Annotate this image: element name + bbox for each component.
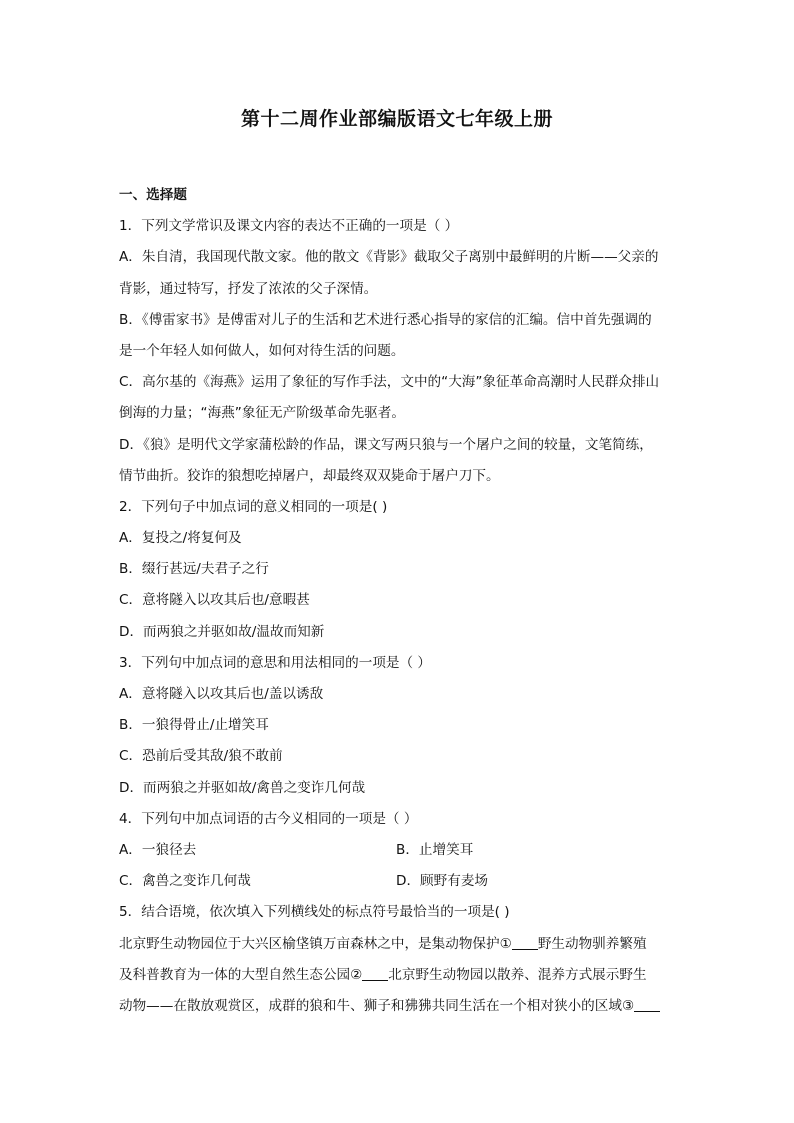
question-list bbox=[119, 180, 679, 1022]
passage-text: 动物——在散放观赏区，成群的狼和牛、狮子和狒狒共同生活在一个相对狭小的区域 bbox=[119, 997, 622, 1014]
page-title: 第十二周作业部编版语文七年级上册 bbox=[240, 108, 553, 130]
question-1-option-a-cont: 背影，通过特写，抒发了浓浓的父子深情。 bbox=[119, 280, 378, 297]
question-3-option-c: C．恐前后受其敌/狼不敢前 bbox=[119, 748, 283, 765]
question-2-option-b: B．缀行甚远/夫君子之行 bbox=[119, 561, 269, 578]
question-3-option-a: A．意将隧入以攻其后也/盖以诱敌 bbox=[119, 686, 324, 702]
question-2-option-d: D．而两狼之并驱如故/温故而知新 bbox=[119, 623, 325, 640]
passage-text: 北京野生动物园以散养、混养方式展示野生 bbox=[388, 966, 647, 983]
question-1-option-c: C．高尔基的《海燕》运用了象征的写作手法，文中的“大海”象征革命高潮时人民群众排山 bbox=[119, 374, 660, 391]
passage-text: 北京野生动物园位于大兴区榆垡镇万亩森林之中，是集动物保护 bbox=[119, 935, 500, 952]
question-2-option-a: A．复投之/将复何及 bbox=[119, 530, 242, 547]
question-4 bbox=[119, 804, 679, 898]
section-heading: 一、选择题 bbox=[119, 187, 187, 203]
question-2 bbox=[119, 492, 679, 648]
question-4-options-row-2 bbox=[119, 866, 679, 897]
blank-marker-3: ③ bbox=[621, 997, 635, 1014]
question-2-option-c: C．意将隧入以攻其后也/意暇甚 bbox=[119, 592, 310, 609]
question-1-option-a: A．朱自清，我国现代散文家。他的散文《背影》截取父子离别中最鲜明的片断——父亲的 bbox=[119, 249, 659, 266]
question-1-option-d: D．《狼》是明代文学家蒲松龄的作品，课文写两只狼与一个屠户之间的较量，文笔简练， bbox=[119, 436, 653, 453]
question-4-options-row-1 bbox=[119, 835, 679, 866]
question-3-option-b: B．一狼得骨止/止增笑耳 bbox=[119, 717, 269, 734]
question-3-option-d: D．而两狼之并驱如故/禽兽之变诈几何哉 bbox=[119, 779, 366, 796]
fill-blank-2 bbox=[362, 966, 388, 981]
fill-blank-3 bbox=[634, 997, 660, 1012]
question-4-option-b: B．止增笑耳 bbox=[396, 841, 474, 858]
passage-text: 野生动物驯养繁殖 bbox=[537, 935, 647, 952]
question-1-option-c-cont: 倒海的力量；“海燕”象征无产阶级革命先驱者。 bbox=[119, 405, 405, 422]
question-5-passage-line-1 bbox=[119, 929, 679, 960]
question-4-option-d: D．顾野有麦场 bbox=[396, 873, 489, 890]
passage-text: 及科普教育为一体的大型自然生态公园 bbox=[119, 966, 351, 983]
question-4-option-c: C．禽兽之变诈几何哉 bbox=[119, 873, 251, 890]
question-1-stem: 1．下列文学常识及课文内容的表达不正确的一项是（ ） bbox=[119, 218, 459, 235]
question-5-passage-line-3 bbox=[119, 991, 679, 1022]
question-1-option-b: B．《傅雷家书》是傅雷对儿子的生活和艺术进行悉心指导的家信的汇编。信中首先强调的 bbox=[119, 311, 652, 328]
question-5-passage-line-2 bbox=[119, 960, 679, 991]
question-3-stem: 3．下列句中加点词的意思和用法相同的一项是（ ） bbox=[119, 654, 432, 671]
question-3 bbox=[119, 648, 679, 804]
question-5-stem: 5．结合语境，依次填入下列横线处的标点符号最恰当的一项是( ) bbox=[119, 904, 510, 921]
question-1 bbox=[119, 211, 679, 492]
question-1-option-b-cont: 是一个年轻人如何做人，如何对待生活的问题。 bbox=[119, 342, 405, 359]
fill-blank-1 bbox=[512, 935, 538, 950]
blank-marker-1: ① bbox=[499, 935, 512, 952]
question-4-stem: 4．下列句中加点词语的古今义相同的一项是（ ） bbox=[119, 810, 418, 827]
question-2-stem: 2．下列句子中加点词的意义相同的一项是( ) bbox=[119, 498, 388, 515]
question-5 bbox=[119, 897, 679, 1022]
question-4-option-a: A．一狼径去 bbox=[119, 841, 197, 858]
blank-marker-2: ② bbox=[350, 966, 363, 983]
question-1-option-d-cont: 情节曲折。狡诈的狼想吃掉屠户，却最终双双毙命于屠户刀下。 bbox=[119, 467, 500, 484]
